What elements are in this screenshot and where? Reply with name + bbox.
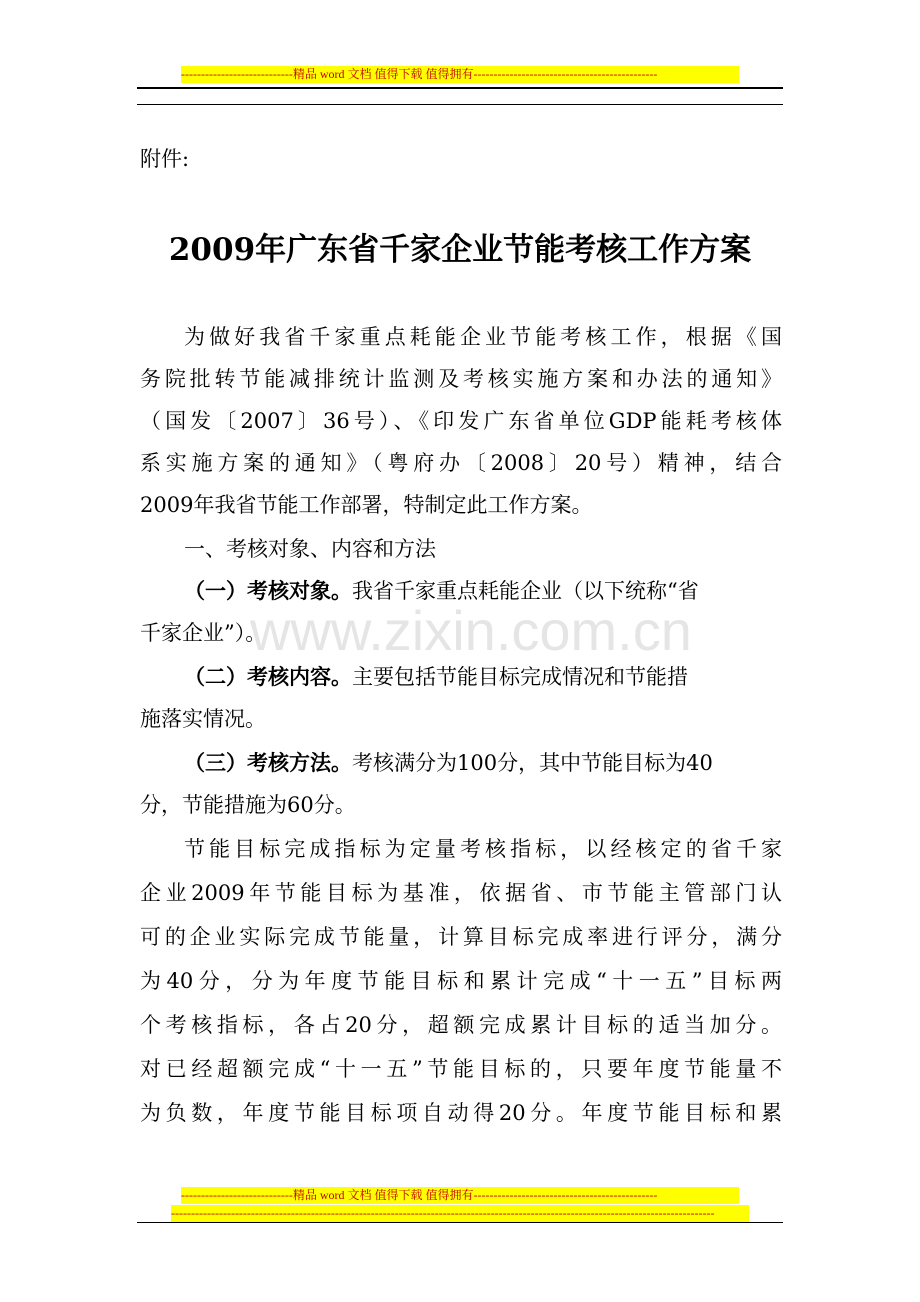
watermark: www.zixin.com.cn xyxy=(250,599,692,662)
item-text: 考核满分为100分，其中节能目标为40 xyxy=(352,751,713,775)
intro-line: 为做好我省千家重点耗能企业节能考核工作，根据《国 xyxy=(184,325,782,349)
item-line xyxy=(184,576,699,606)
para-line: 个考核指标，各占20分，超额完成累计目标的适当加分。 xyxy=(140,1013,782,1037)
item-line: 千家企业”）。 xyxy=(140,621,267,645)
header-banner: ----------------------------精品 word 文档 值得下载 值得拥有---------------------------------------------- xyxy=(181,66,739,83)
item-text: 我省千家重点耗能企业（以下统称“省 xyxy=(352,579,699,603)
item-line xyxy=(184,748,713,778)
para-line: 企业2009年节能目标为基准，依据省、市节能主管部门认 xyxy=(140,881,782,905)
item-line xyxy=(184,662,688,692)
item-text: 主要包括节能目标完成情况和节能措 xyxy=(352,665,688,689)
section-heading: 一、考核对象、内容和方法 xyxy=(184,537,436,561)
attachment-label: 附件: xyxy=(140,147,190,171)
header-rule-thin xyxy=(137,104,783,105)
item-heading: （一）考核对象。 xyxy=(184,579,352,603)
item-line: 施落实情况。 xyxy=(140,707,266,731)
footer-banner-dashes: ---------------------------------------------------------------------------------------------------------------------------------------- xyxy=(171,1205,749,1222)
item-line: 分，节能措施为60分。 xyxy=(140,793,356,817)
header-rule-thick xyxy=(137,87,783,89)
intro-line: 务院批转节能减排统计监测及考核实施方案和办法的通知》 xyxy=(140,367,782,391)
document-title: 2009年广东省千家企业节能考核工作方案 xyxy=(168,232,752,268)
item-heading: （二）考核内容。 xyxy=(184,665,352,689)
item-heading: （三）考核方法。 xyxy=(184,751,352,775)
footer-banner: ----------------------------精品 word 文档 值得下载 值得拥有---------------------------------------------- xyxy=(181,1187,739,1204)
intro-line: （国发〔2007〕36号）、《印发广东省单位GDP能耗考核体 xyxy=(140,409,782,433)
para-line: 可的企业实际完成节能量，计算目标完成率进行评分，满分 xyxy=(140,925,782,949)
intro-line: 2009年我省节能工作部署，特制定此工作方案。 xyxy=(140,493,593,517)
para-line: 对已经超额完成“十一五”节能目标的，只要年度节能量不 xyxy=(140,1057,782,1081)
footer-rule xyxy=(137,1222,783,1223)
intro-line: 系实施方案的通知》（粤府办〔2008〕20号）精神，结合 xyxy=(140,451,782,475)
para-line: 为40分，分为年度节能目标和累计完成“十一五”目标两 xyxy=(140,969,782,993)
para-line: 为负数，年度节能目标项自动得20分。年度节能目标和累 xyxy=(140,1101,782,1125)
para-line: 节能目标完成指标为定量考核指标，以经核定的省千家 xyxy=(184,837,782,861)
